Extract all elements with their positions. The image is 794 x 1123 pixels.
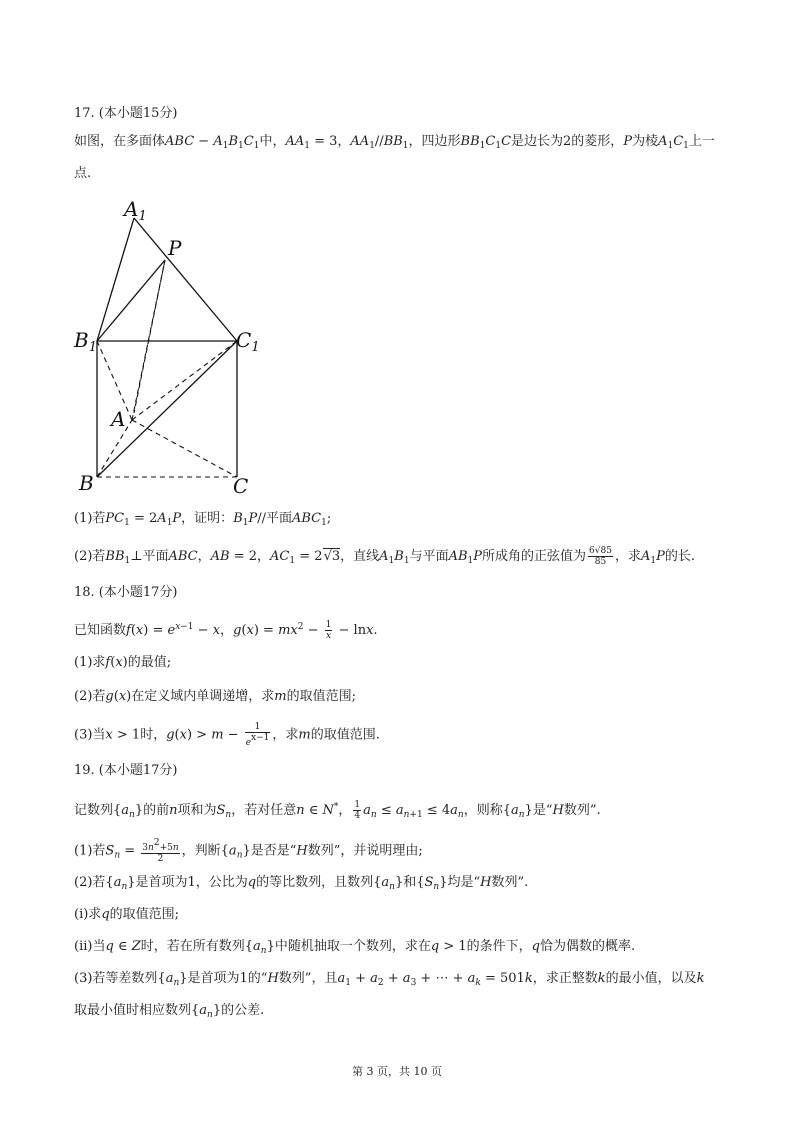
q19-part2-ii: (ii)当q ∈ Z时，若在所有数列$\{a_n\}$中随机抽取一个数列，求在q > 1的条件下，q恰为偶数的概率. bbox=[74, 939, 636, 956]
q17-stem-line2: 点. bbox=[74, 166, 92, 181]
q19-part3-line2: 取最小值时相应数列$\{a_n\}$的公差. bbox=[74, 1003, 265, 1020]
q19-header: 19. (本小题17分) bbox=[74, 763, 178, 778]
label-a: A bbox=[111, 407, 126, 431]
label-b1: $B_1$ bbox=[74, 328, 97, 355]
q18-stem: 已知函数$f(x) = e^{x-1} - x$，$g(x) = mx^2$ − $\frac{1}{x}$ − lnx. bbox=[74, 620, 378, 641]
label-a1: $A_1$ bbox=[124, 197, 147, 224]
q18-part1: (1)求f(x)的最值; bbox=[74, 655, 172, 670]
q17-stem-line1: 如图，在多面体ABC − $A_1B_1C_1$中，$AA_1 = 3$，$AA_1//BB_1$，四边形$BB_1C_1C$是边长为2的菱形，P为棱$A_1C_1$上一 bbox=[74, 134, 715, 151]
q17-figure bbox=[70, 195, 270, 495]
figure-solid-edges bbox=[97, 218, 237, 477]
q19-part3-line1: (3)若等差数列$\{a_n\}$是首项为1的“H数列”，且$a_1 + a_2 + a_3$ + ⋯ + $a_k = 501k$，求正整数k的最小值，以及k bbox=[74, 971, 705, 988]
q19-part1: (1)若$S_n$ = $\frac{3n^2+5n}{2}$ ，判断$\{a_n\}$是否是“H数列”，并说明理由; bbox=[74, 838, 423, 864]
q18-part3: (3)当x > 1时，g(x) > m − $\frac{1}{e^{x-1}}$ ，求m的取值范围. bbox=[74, 722, 380, 748]
q18-part2: (2)若g(x)在定义域内单调递增，求m的取值范围; bbox=[74, 689, 356, 704]
q19-part2-i: (i)求q的取值范围; bbox=[74, 907, 180, 922]
q18-header: 18. (本小题17分) bbox=[74, 585, 178, 600]
q19-stem: 记数列$\{a_n\}$的前n项和为$S_n$，若对任意n ∈ N*， $\frac{1}{4}$ $a_n \le a_{n+1} \le 4a_n$，则称$\{a_n\}$是“H数列”. bbox=[74, 800, 601, 821]
label-c1: $C_1$ bbox=[236, 328, 260, 355]
figure-dashed-edges bbox=[97, 260, 237, 477]
q17-part1: (1)若$PC_1 = 2A_1P$，证明：$B_1P//$平面$ABC_1$; bbox=[74, 511, 332, 528]
label-p: P bbox=[168, 236, 182, 260]
q17-part2: (2)若$BB_1\perp$平面ABC，AB = 2，$AC_1 = 2√3$，直线$A_1B_1$与平面$AB_1P$所成角的正弦值为 $\frac{6√85}{85}$ ，求$A_1P$的长. bbox=[74, 546, 695, 567]
label-b: B bbox=[79, 471, 94, 495]
q17-header: 17. (本小题15分) bbox=[74, 106, 178, 121]
label-c: C bbox=[233, 474, 249, 495]
page-footer: 第 3 页，共 10 页 bbox=[352, 1065, 442, 1078]
q19-part2: (2)若$\{a_n\}$是首项为1，公比为q的等比数列，且数列$\{a_n\}$和$\{S_n\}$均是“H数列”. bbox=[74, 875, 529, 892]
